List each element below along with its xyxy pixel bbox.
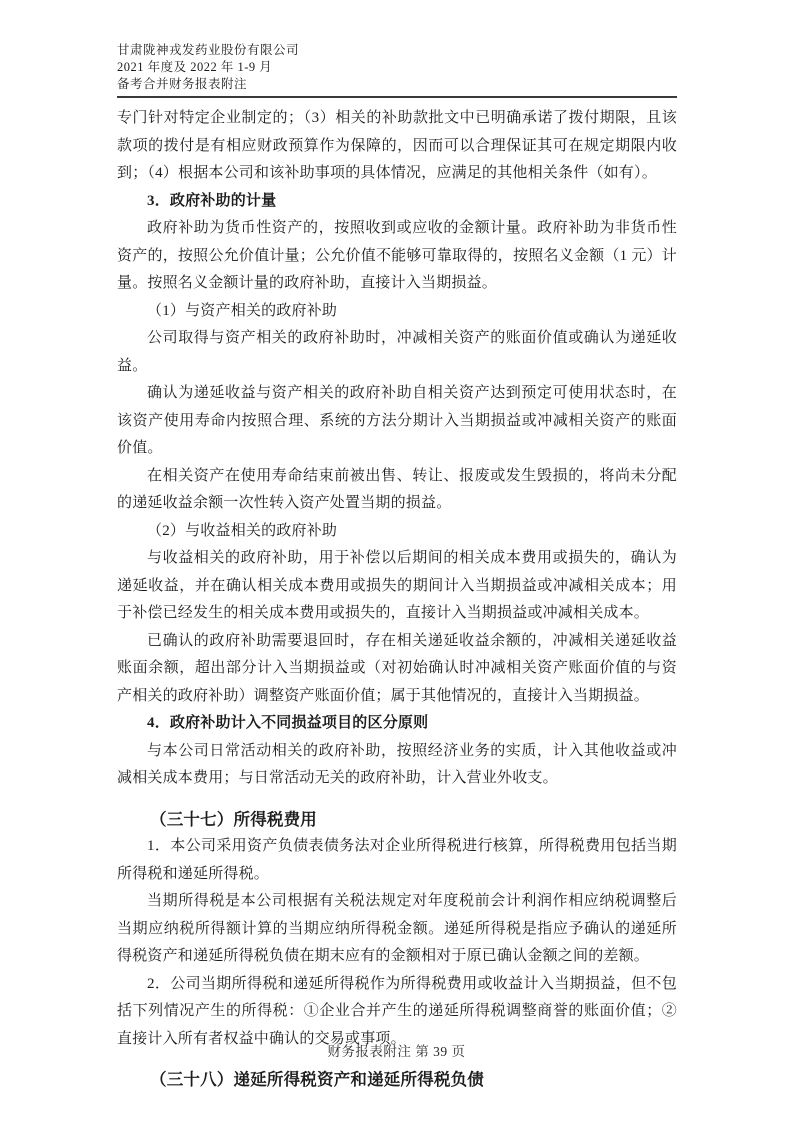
paragraph-current-and-deferred-tax: 当期所得税是本公司根据有关税法规定对年度税前会计利润作相应纳税调整后当期应纳税所得额计算的当期应纳所得税金额。递延所得税是指应予确认的递延所得税资产和递延所得税负债在期末应有的金额相对于原已确认金额之间的差额。	[117, 893, 677, 964]
paragraph-grant-classification: 与本公司日常活动相关的政府补助，按照经济业务的实质，计入其他收益或冲减相关成本费用；与日常活动无关的政府补助，计入营业外收支。	[117, 742, 677, 786]
paragraph-income-grant-recognition: 与收益相关的政府补助，用于补偿以后期间的相关成本费用或损失的，确认为递延收益，并在确认相关成本费用或损失的期间计入当期损益或冲减相关成本；用于补偿已经发生的相关成本费用或损失的，直接计入当期损益或冲减相关成本。	[117, 550, 677, 621]
page-footer	[0, 1040, 793, 1060]
paragraph-continuation-grant-conditions: 专门针对特定企业制定的；（3）相关的补助款批文中已明确承诺了拨付期限，且该款项的拨付是有相应财政预算作为保障的，因而可以合理保证其可在规定期限内收到；（4）根据本公司和该补助事项的具体情况，应满足的其他相关条件（如有）。	[117, 110, 677, 181]
company-name: 甘肃陇神戎发药业股份有限公司	[117, 43, 300, 57]
page-number-label: 财务报表附注 第 39 页	[327, 1044, 466, 1059]
section-heading-38-deferred-tax-assets-liabilities: （三十八）递延所得税资产和递延所得税负债	[150, 1070, 484, 1089]
section-heading-37-income-tax-expense: （三十七）所得税费用	[150, 809, 317, 829]
subheading-asset-related-grants: （1）与资产相关的政府补助	[147, 302, 338, 319]
paragraph-asset-grant-recognition: 公司取得与资产相关的政府补助时，冲减相关资产的账面价值或确认为递延收益。	[117, 330, 677, 374]
paragraph-grant-measurement: 政府补助为货币性资产的，按照收到或应收的金额计量。政府补助为非货币性资产的，按照公允价值计量；公允价值不能够可靠取得的，按照名义金额（1 元）计量。按照名义金额计量的政府补助，直接计入当期损益。	[117, 220, 677, 291]
paragraph-grant-repayment: 已确认的政府补助需要退回时，存在相关递延收益余额的，冲减相关递延收益账面余额，超出部分计入当期损益或（对初始确认时冲减相关资产账面价值的与资产相关的政府补助）调整资产账面价值；属于其他情况的，直接计入当期损益。	[117, 632, 677, 704]
paragraph-income-tax-exceptions: 2．公司当期所得税和递延所得税作为所得税费用或收益计入当期损益，但不包括下列情况产生的所得税：①企业合并产生的递延所得税调整商誉的账面价值；②直接计入所有者权益中确认的交易或事项。	[117, 975, 677, 1047]
paragraph-income-tax-method: 1．本公司采用资产负债表债务法对企业所得税进行核算，所得税费用包括当期所得税和递延所得税。	[117, 838, 677, 882]
document-body	[117, 105, 677, 1094]
heading-3-government-grant-measurement: 3．政府补助的计量	[147, 192, 277, 209]
subheading-income-related-grants: （2）与收益相关的政府补助	[147, 522, 338, 539]
heading-4-grant-classification-principle: 4．政府补助计入不同损益项目的区分原则	[147, 715, 429, 731]
paragraph-asset-disposal-treatment: 在相关资产在使用寿命结束前被出售、转让、报废或发生毁损的，将尚未分配的递延收益余额一次性转入资产处置当期的损益。	[117, 467, 677, 511]
page-header	[117, 42, 677, 98]
doc-title: 备考合并财务报表附注	[117, 77, 248, 91]
paragraph-deferred-income-amortization: 确认为递延收益与资产相关的政府补助自相关资产达到预定可使用状态时，在该资产使用寿命内按照合理、系统的方法分期计入当期损益或冲减相关资产的账面价值。	[117, 385, 677, 456]
report-period: 2021 年度及 2022 年 1-9 月	[117, 60, 273, 74]
